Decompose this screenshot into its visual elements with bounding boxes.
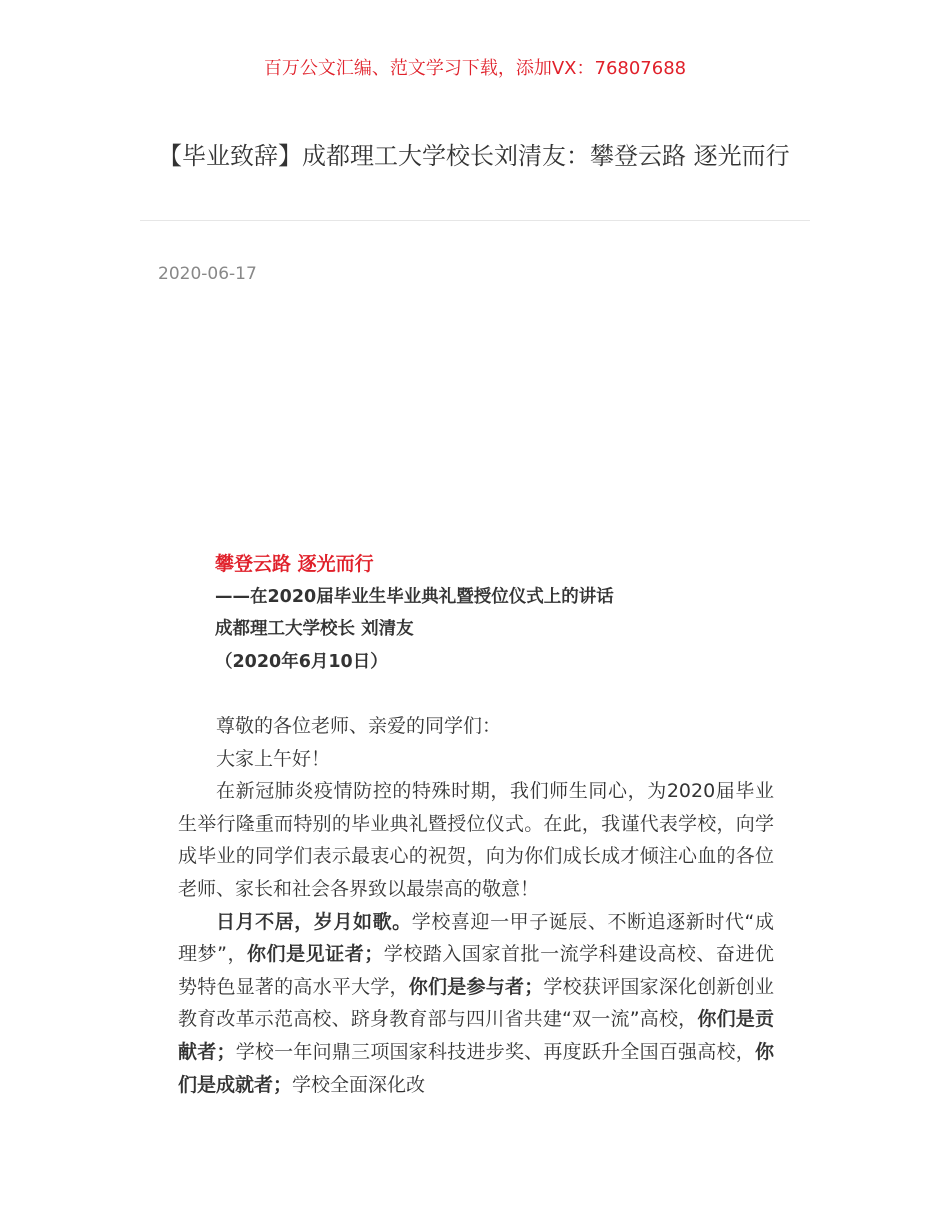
paragraph-2-text: 学校全面深化改	[292, 1073, 426, 1096]
paragraph-2	[178, 906, 774, 1102]
paragraph-2-text: 学校获评国家深化创新创业教育改革示范高校、跻身教育部与四川省共建“双一流”高校，	[178, 975, 774, 1031]
speech-body	[178, 710, 774, 1101]
paragraph-2-emphasis: 你们是见证者；	[247, 943, 384, 966]
paragraph-2-text: 学校一年问鼎三项国家科技进步奖、再度跃升全国百强高校，	[235, 1040, 755, 1063]
speech-subtitle: ——在2020届毕业生毕业典礼暨授位仪式上的讲话	[215, 586, 614, 607]
paragraph-2-text: 学校喜迎一甲子诞辰、不断追逐新时代“成理梦”，	[178, 910, 774, 966]
paragraph-2-lead: 日月不居，岁月如歌。	[216, 910, 412, 933]
greeting: 大家上午好！	[216, 747, 331, 770]
speech-speaker: 成都理工大学校长 刘清友	[215, 619, 414, 639]
salutation: 尊敬的各位老师、亲爱的同学们：	[216, 715, 502, 737]
speech-heading: 攀登云路 逐光而行	[215, 553, 374, 575]
promo-banner: 百万公文汇编、范文学习下载，添加VX：76807688	[263, 58, 687, 79]
speech-header	[215, 548, 795, 678]
paragraph-2-emphasis: 你们是成就者；	[178, 1040, 774, 1096]
paragraph-1: 在新冠肺炎疫情防控的特殊时期，我们师生同心，为2020届毕业生举行隆重而特别的毕业典礼暨授位仪式。在此，我谨代表学校，向学成毕业的同学们表示最衷心的祝贺，向为你们成长成才倾注心血的各位老师、家长和社会各界致以最崇高的敬意！	[178, 780, 774, 900]
speech-date: （2020年6月10日）	[215, 651, 388, 672]
article-title: 【毕业致辞】成都理工大学校长刘清友：攀登云路 逐光而行	[158, 142, 790, 170]
paragraph-2-emphasis: 你们是贡献者；	[178, 1008, 774, 1063]
publish-date: 2020-06-17	[158, 264, 257, 284]
title-divider	[140, 220, 810, 221]
paragraph-2-emphasis: 你们是参与者；	[408, 975, 544, 998]
paragraph-2-text: 学校踏入国家首批一流学科建设高校、奋进优势特色显著的高水平大学，	[178, 943, 774, 998]
